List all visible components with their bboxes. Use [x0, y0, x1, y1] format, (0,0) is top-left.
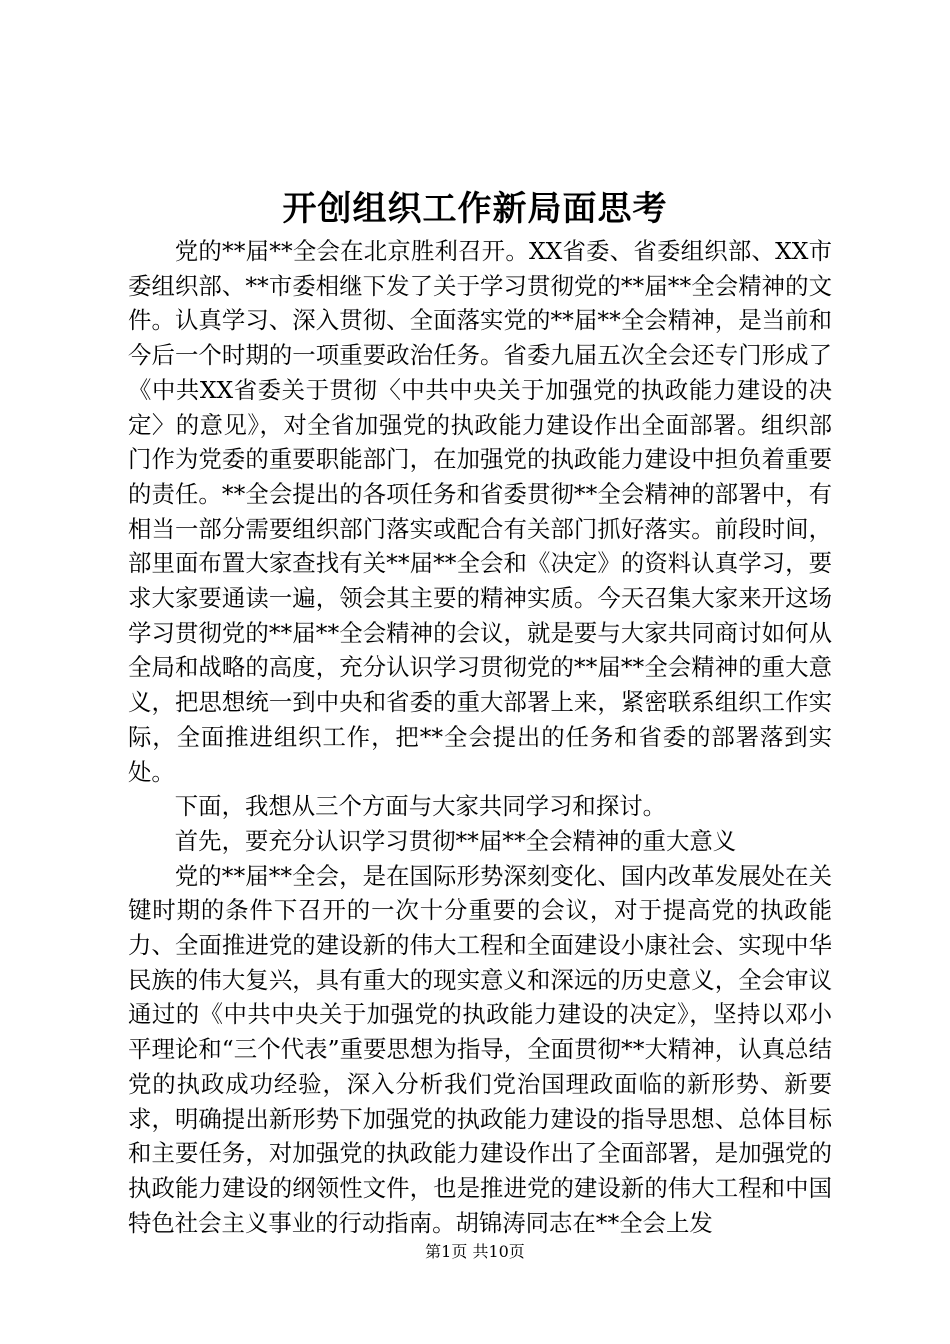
paragraph: 党的**届**全会在北京胜利召开。XX省委、省委组织部、XX市委组织部、**市委相继下发了关于学习贯彻党的**届**全会精神的文件。认真学习、深入贯彻、全面落实党的**届**全会精神，是当前和今后一个时期的一项重要政治任务。省委九届五次全会还专门形成了《中共XX省委关于贯彻〈中共中央关于加强党的执政能力建设的决定〉的意见》，对全省加强党的执政能力建设作出全面部署。组织部门作为党委的重要职能部门，在加强党的执政能力建设中担负着重要的责任。**全会提出的各项任务和省委贯彻**全会精神的部署中，有相当一部分需要组织部门落实或配合有关部门抓好落实。前段时间，部里面布置大家查找有关**届**全会和《决定》的资料认真学习，要求大家要通读一遍，领会其主要的精神实质。今天召集大家来开这场学习贯彻党的**届**全会精神的会议，就是要与大家共同商讨如何从全局和战略的高度，充分认识学习贯彻党的**届**全会精神的重大意义，把思想统一到中央和省委的重大部署上来，紧密联系组织工作实际，全面推进组织工作，把**全会提出的任务和省委的部署落到实处。: [128, 237, 832, 786]
paragraph: 下面，我想从三个方面与大家共同学习和探讨。: [174, 792, 666, 821]
page-number-footer: 第1页 共10页: [425, 1242, 525, 1261]
document-body: [128, 234, 832, 1240]
paragraph: 首先，要充分认识学习贯彻**届**全会精神的重大意义: [174, 826, 737, 855]
paragraph: 党的**届**全会，是在国际形势深刻变化、国内改革发展处在关键时期的条件下召开的一次十分重要的会议，对于提高党的执政能力、全面推进党的建设新的伟大工程和全面建设小康社会、实现中华民族的伟大复兴，具有重大的现实意义和深远的历史意义，全会审议通过的《中共中央关于加强党的执政能力建设的决定》，坚持以邓小平理论和“三个代表”重要思想为指导，全面贯彻**大精神，认真总结党的执政成功经验，深入分析我们党治国理政面临的新形势、新要求，明确提出新形势下加强党的执政能力建设的指导思想、总体目标和主要任务，对加强党的执政能力建设作出了全面部署，是加强党的执政能力建设的纲领性文件，也是推进党的建设新的伟大工程和中国特色社会主义事业的行动指南。胡锦涛同志在**全会上发: [128, 861, 832, 1237]
document-title: 开创组织工作新局面思考: [282, 189, 668, 229]
